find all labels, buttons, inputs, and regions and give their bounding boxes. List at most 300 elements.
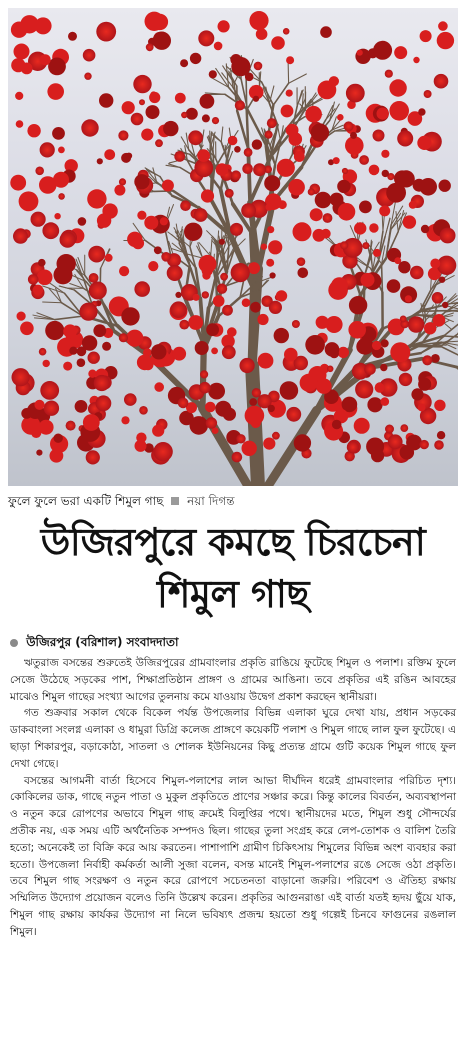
blossom bbox=[194, 208, 208, 222]
blossom bbox=[102, 342, 111, 351]
blossom bbox=[350, 132, 357, 139]
blossom bbox=[265, 131, 273, 139]
blossom bbox=[442, 302, 448, 308]
blossom bbox=[219, 239, 225, 245]
blossom bbox=[410, 266, 424, 280]
blossom bbox=[293, 222, 312, 241]
blossom bbox=[417, 136, 431, 150]
blossom bbox=[333, 157, 340, 164]
blossom bbox=[437, 431, 445, 439]
blossom bbox=[315, 192, 332, 209]
blossom bbox=[286, 90, 293, 97]
blossom bbox=[438, 21, 448, 31]
blossom bbox=[272, 432, 280, 440]
blossom bbox=[28, 274, 39, 285]
blossom bbox=[409, 201, 417, 209]
blossom bbox=[434, 400, 445, 411]
blossom bbox=[337, 180, 350, 193]
blossom bbox=[323, 213, 333, 223]
blossom bbox=[99, 93, 113, 107]
blossom bbox=[432, 292, 444, 304]
blossom bbox=[33, 285, 43, 295]
blossom bbox=[77, 358, 86, 367]
blossom bbox=[329, 349, 339, 359]
blossom bbox=[170, 301, 187, 318]
blossom bbox=[124, 393, 137, 406]
blossom bbox=[297, 257, 306, 266]
blossom bbox=[367, 397, 382, 412]
blossom bbox=[311, 123, 329, 141]
blossom bbox=[141, 129, 153, 141]
photo-caption bbox=[8, 490, 458, 512]
blossom bbox=[440, 228, 456, 244]
blossom bbox=[155, 139, 163, 147]
blossom bbox=[88, 352, 100, 364]
blossom bbox=[389, 79, 406, 96]
blossom bbox=[87, 189, 106, 208]
tree-branch bbox=[382, 264, 383, 292]
blossom bbox=[380, 364, 387, 371]
blossom bbox=[418, 378, 431, 391]
blossom bbox=[58, 193, 65, 200]
blossom bbox=[83, 49, 96, 62]
blossom bbox=[105, 254, 113, 262]
blossom bbox=[54, 213, 60, 219]
blossom bbox=[89, 282, 107, 300]
blossom bbox=[373, 249, 381, 257]
blossom bbox=[188, 315, 203, 330]
blossom bbox=[190, 53, 201, 64]
blossom bbox=[268, 405, 275, 412]
tree-branch bbox=[221, 127, 223, 142]
blossom bbox=[202, 114, 210, 122]
blossom bbox=[148, 261, 158, 271]
blossom bbox=[88, 370, 96, 378]
headline-line-2: শিমুল গাছ bbox=[157, 572, 309, 616]
blossom bbox=[230, 54, 241, 65]
blossom bbox=[245, 406, 265, 426]
blossom bbox=[154, 246, 162, 254]
tree-branch bbox=[420, 311, 447, 312]
blossom bbox=[104, 149, 115, 160]
blossom bbox=[200, 370, 208, 378]
blossom bbox=[118, 130, 128, 140]
tree-branch bbox=[289, 74, 307, 83]
blossom bbox=[250, 302, 261, 313]
blossom bbox=[377, 108, 389, 120]
blossom bbox=[60, 232, 76, 248]
blossom bbox=[270, 272, 276, 278]
blossom bbox=[276, 290, 287, 301]
blossom bbox=[84, 73, 91, 80]
blossom bbox=[361, 273, 375, 287]
blossom bbox=[40, 54, 51, 65]
tree-branch bbox=[456, 367, 458, 385]
blossom bbox=[193, 294, 200, 301]
blossom bbox=[263, 438, 275, 450]
blossom bbox=[81, 119, 98, 136]
blossom bbox=[206, 417, 217, 428]
blossom bbox=[240, 358, 255, 373]
blossom bbox=[362, 242, 369, 249]
blossom bbox=[373, 41, 392, 60]
blossom bbox=[40, 142, 55, 157]
blossom bbox=[347, 441, 359, 453]
blossom bbox=[424, 90, 432, 98]
blossom bbox=[17, 312, 26, 321]
blossom bbox=[218, 20, 230, 32]
blossom bbox=[48, 58, 66, 76]
simul-tree-photo bbox=[8, 8, 458, 486]
blossom bbox=[77, 346, 87, 356]
blossom bbox=[235, 100, 245, 110]
photo-credit: নয়া দিগন্ত bbox=[187, 494, 235, 508]
blossom bbox=[121, 307, 139, 325]
blossom bbox=[278, 200, 287, 209]
blossom bbox=[294, 151, 305, 162]
blossom bbox=[50, 449, 64, 463]
blossom bbox=[411, 388, 423, 400]
headline bbox=[8, 516, 458, 620]
blossom bbox=[20, 322, 34, 336]
blossom bbox=[316, 378, 332, 394]
blossom bbox=[38, 259, 46, 267]
blossom bbox=[310, 208, 323, 221]
article-body bbox=[10, 655, 456, 941]
blossom bbox=[242, 163, 253, 174]
blossom bbox=[174, 151, 185, 162]
blossom bbox=[253, 163, 266, 176]
blossom bbox=[320, 26, 332, 38]
blossom bbox=[131, 113, 144, 126]
byline-text: উজিরপুর (বরিশাল) সংবাদদাতা bbox=[26, 635, 179, 649]
blossom bbox=[39, 176, 57, 194]
blossom bbox=[354, 222, 366, 234]
tree-branch bbox=[55, 316, 83, 319]
blossom bbox=[231, 263, 250, 282]
blossom bbox=[14, 44, 30, 60]
blossom bbox=[11, 58, 25, 72]
blossom bbox=[144, 216, 158, 230]
tree-branch bbox=[248, 149, 250, 203]
blossom bbox=[12, 368, 30, 386]
blossom bbox=[349, 296, 367, 314]
blossom bbox=[43, 360, 50, 367]
blossom bbox=[234, 146, 241, 153]
simul-tree-illustration bbox=[8, 8, 458, 486]
blossom bbox=[242, 441, 257, 456]
blossom bbox=[96, 395, 112, 411]
blossom bbox=[359, 201, 372, 214]
blossom bbox=[400, 424, 408, 432]
caption-separator-square bbox=[171, 497, 179, 505]
blossom bbox=[338, 347, 349, 358]
blossom bbox=[348, 321, 366, 339]
blossom bbox=[413, 57, 419, 63]
blossom bbox=[16, 120, 24, 128]
blossom bbox=[52, 127, 65, 140]
blossom bbox=[163, 121, 178, 136]
blossom bbox=[422, 355, 432, 365]
blossom bbox=[45, 321, 64, 340]
blossom bbox=[439, 277, 445, 283]
blossom bbox=[153, 32, 171, 50]
blossom bbox=[373, 130, 385, 142]
blossom bbox=[66, 421, 76, 431]
blossom bbox=[122, 101, 135, 114]
blossom bbox=[342, 168, 348, 174]
blossom bbox=[420, 30, 432, 42]
blossom bbox=[180, 59, 188, 67]
blossom bbox=[337, 114, 344, 121]
blossom bbox=[253, 96, 259, 102]
blossom bbox=[421, 225, 429, 233]
blossom bbox=[286, 124, 299, 137]
blossom bbox=[146, 105, 160, 119]
blossom bbox=[20, 15, 38, 33]
blossom bbox=[254, 62, 263, 71]
blossom bbox=[397, 131, 413, 147]
blossom bbox=[300, 374, 318, 392]
blossom bbox=[179, 320, 189, 330]
blossom bbox=[133, 75, 151, 93]
blossom bbox=[188, 130, 203, 145]
blossom bbox=[97, 158, 103, 164]
blossom bbox=[261, 244, 267, 250]
blossom bbox=[394, 46, 407, 59]
blossom bbox=[119, 266, 129, 276]
blossom bbox=[382, 170, 389, 177]
blossom bbox=[178, 398, 189, 409]
blossom bbox=[231, 170, 241, 180]
blossom bbox=[126, 330, 143, 347]
blossom bbox=[232, 452, 243, 463]
caption-text: ফুলে ফুলে ভরা একটি শিমুল গাছ bbox=[8, 494, 164, 508]
blossom bbox=[244, 148, 253, 157]
blossom bbox=[245, 73, 254, 82]
blossom bbox=[139, 406, 148, 415]
blossom bbox=[434, 440, 444, 450]
blossom bbox=[316, 316, 329, 329]
blossom bbox=[355, 380, 373, 398]
blossom bbox=[298, 268, 309, 279]
blossom bbox=[31, 212, 46, 227]
blossom bbox=[265, 203, 273, 211]
blossom bbox=[40, 381, 59, 400]
blossom bbox=[277, 159, 295, 177]
blossom bbox=[215, 401, 231, 417]
blossom bbox=[249, 398, 257, 406]
blossom bbox=[268, 240, 282, 254]
blossom bbox=[58, 147, 65, 154]
blossom bbox=[211, 348, 218, 355]
blossom bbox=[175, 292, 181, 298]
tree-branch bbox=[43, 302, 62, 303]
blossom bbox=[408, 316, 425, 333]
blossom bbox=[381, 339, 389, 347]
blossom bbox=[371, 449, 384, 462]
blossom bbox=[137, 355, 153, 371]
blossom bbox=[418, 108, 425, 115]
blossom bbox=[93, 324, 106, 337]
blossom bbox=[405, 295, 412, 302]
blossom bbox=[369, 165, 380, 176]
blossom bbox=[132, 237, 144, 249]
blossom bbox=[68, 32, 77, 41]
blossom bbox=[274, 328, 289, 343]
tree-branch bbox=[212, 78, 229, 88]
blossom bbox=[305, 335, 325, 355]
blossom bbox=[172, 347, 186, 361]
blossom bbox=[241, 203, 256, 218]
blossom bbox=[160, 217, 168, 225]
blossom bbox=[180, 200, 191, 211]
paragraph-2: গত শুক্রবার সকাল থেকে বিকেল পর্যন্ত উপজেলার বিভিন্ন এলাকা ঘুরে দেখা যায়, প্রধান সড়কের ডাকবাংলা সংলগ্ন এলাকা ও ধামুরা ডিগ্রি কলেজ প্রাঙ্গণে কয়েকটি পলাশ ও শিমুল গাছে লাল ফুল ফুটেছে। এ ছাড়া শিকারপুর, বড়াকোঠা, সাতলা ও শোলক ইউনিয়নের কিছু প্রত্যন্ত গ্রামে গুটি কয়েক শিমুল গাছে ফুল দেখা গেছে। bbox=[10, 707, 456, 770]
blossom bbox=[200, 94, 215, 109]
blossom bbox=[354, 418, 370, 434]
blossom bbox=[372, 341, 381, 350]
blossom bbox=[248, 262, 260, 274]
blossom bbox=[331, 277, 348, 294]
tree-branch bbox=[188, 254, 203, 258]
blossom bbox=[201, 189, 214, 202]
blossom bbox=[39, 348, 47, 356]
blossom bbox=[19, 191, 39, 211]
blossom bbox=[86, 450, 100, 464]
blossom bbox=[36, 450, 42, 456]
blossom bbox=[286, 56, 294, 64]
blossom bbox=[332, 420, 342, 430]
blossom bbox=[369, 223, 378, 232]
blossom bbox=[205, 402, 216, 413]
blossom bbox=[161, 252, 171, 262]
blossom bbox=[327, 366, 334, 373]
blossom bbox=[75, 400, 88, 413]
blossom bbox=[63, 324, 77, 338]
blossom bbox=[145, 12, 164, 31]
blossom bbox=[379, 205, 390, 216]
blossom bbox=[431, 354, 440, 363]
blossom bbox=[34, 400, 44, 410]
blossom bbox=[346, 84, 365, 103]
blossom bbox=[83, 414, 100, 431]
blossom bbox=[217, 284, 227, 294]
blossom bbox=[283, 28, 290, 35]
blossom bbox=[257, 314, 268, 325]
blossom bbox=[102, 203, 117, 218]
blossom bbox=[280, 381, 299, 400]
blossom bbox=[439, 180, 451, 192]
blossom bbox=[15, 92, 23, 100]
blossom bbox=[119, 333, 128, 342]
blossom bbox=[381, 397, 390, 406]
blossom bbox=[399, 373, 412, 386]
blossom bbox=[434, 74, 449, 89]
blossom bbox=[119, 178, 126, 185]
headline-line-1: উজিরপুরে কমছে চিরচেনা bbox=[40, 520, 426, 564]
blossom bbox=[418, 404, 426, 412]
blossom bbox=[42, 222, 59, 239]
blossom bbox=[424, 322, 436, 334]
blossom bbox=[420, 440, 429, 449]
blossom bbox=[386, 183, 406, 203]
blossom bbox=[400, 316, 407, 323]
blossom bbox=[403, 215, 416, 228]
blossom bbox=[208, 383, 225, 400]
blossom bbox=[162, 180, 174, 192]
blossom bbox=[78, 217, 87, 226]
blossom bbox=[146, 43, 154, 51]
blossom bbox=[198, 30, 214, 46]
blossom bbox=[139, 99, 145, 105]
blossom bbox=[167, 265, 183, 281]
blossom bbox=[135, 440, 147, 452]
blossom bbox=[252, 388, 261, 397]
blossom bbox=[154, 382, 164, 392]
paragraph-3: বসন্তের আগমনী বার্তা হিসেবে শিমুল-পলাশের লাল আভা দীর্ঘদিন ধরেই গ্রামবাংলার পরিচিত দৃশ্য। কোকিলের ডাক, গাছে নতুন পাতা ও মুকুল প্রকৃতিতে প্রাণের সঞ্চার করে। কিন্তু কালের বিবর্তন, অব্যবস্থাপনা ও নতুন করে রোপণের অভাবে শিমুল গাছ ক্রমেই বিলুপ্তির পথে। স্থানীয়দের মতে, শিমুল শুধু সৌন্দর্যের প্রতীক নয়, এক সময় এটি অর্থনৈতিক সম্পদও ছিল। গাছের তুলা সংগ্রহ করে লেপ-তোশক ও বালিশ তৈরি হতো; অনেকেই তা বিক্রি করে আয় করতেন। পাশাপাশি গ্রামীণ চিকিৎসায় শিমুলের বিভিন্ন অংশ ব্যবহার করা হতো। উপজেলা নির্বাহী কর্মকর্তা আলী সুজা বলেন, বসন্ত মানেই শিমুল-পলাশের রঙে সেজে ওঠা প্রকৃতি। তবে শিমুল গাছ সংরক্ষণ ও নতুন করে রোপণে সচেতনতা বাড়ানো জরুরি। পরিবেশ ও ঐতিহ্য রক্ষায় সম্মিলিত উদ্যোগ প্রয়োজন বলেও তিনি উল্লেখ করেন। প্রকৃতির আগুনরাঙা এই বার্তা যতই হৃদয় ছুঁয়ে যাক, শিমুল গাছ রক্ষায় কার্যকর উদ্যোগ না নিলে ভবিষ্যৎ প্রজন্ম হয়তো শুধু গল্পেই চিনবে ফাগুনের রঙলাল শিমুল। bbox=[10, 774, 456, 938]
blossom bbox=[292, 320, 300, 328]
blossom bbox=[222, 345, 236, 359]
blossom bbox=[321, 229, 331, 239]
blossom bbox=[308, 188, 315, 195]
tree-branch bbox=[211, 239, 212, 256]
tree-branch bbox=[43, 286, 65, 293]
tree-branch bbox=[154, 191, 173, 192]
blossom bbox=[286, 407, 301, 422]
blossom bbox=[359, 155, 369, 165]
blossom bbox=[195, 341, 209, 355]
blossom bbox=[88, 246, 105, 263]
blossom bbox=[242, 298, 251, 307]
blossom bbox=[305, 106, 322, 123]
blossom bbox=[271, 36, 285, 50]
blossom bbox=[47, 83, 64, 100]
blossom bbox=[267, 118, 277, 128]
blossom bbox=[294, 434, 311, 451]
blossom bbox=[281, 105, 294, 118]
blossom bbox=[390, 342, 410, 362]
blossom bbox=[284, 348, 298, 362]
blossom bbox=[190, 416, 209, 435]
blossom bbox=[225, 189, 234, 198]
blossom bbox=[236, 434, 245, 443]
blossom bbox=[220, 273, 228, 281]
blossom bbox=[430, 259, 440, 269]
blossom bbox=[387, 279, 401, 293]
blossom bbox=[344, 121, 354, 131]
tree-branch bbox=[247, 110, 249, 149]
blossom bbox=[329, 76, 339, 86]
byline bbox=[10, 633, 450, 651]
blossom bbox=[137, 211, 146, 220]
blossom bbox=[389, 101, 409, 121]
blossom bbox=[134, 174, 149, 189]
blossom bbox=[186, 108, 198, 120]
blossom bbox=[69, 347, 77, 355]
blossom bbox=[398, 261, 410, 273]
blossom bbox=[79, 303, 97, 321]
blossom bbox=[89, 273, 99, 283]
blossom bbox=[209, 70, 217, 78]
blossom bbox=[388, 434, 403, 449]
blossom bbox=[269, 301, 282, 314]
blossom bbox=[121, 416, 129, 424]
blossom bbox=[214, 42, 223, 51]
blossom bbox=[175, 93, 186, 104]
blossom bbox=[44, 401, 59, 416]
blossom bbox=[264, 175, 280, 191]
blossom bbox=[21, 408, 32, 419]
